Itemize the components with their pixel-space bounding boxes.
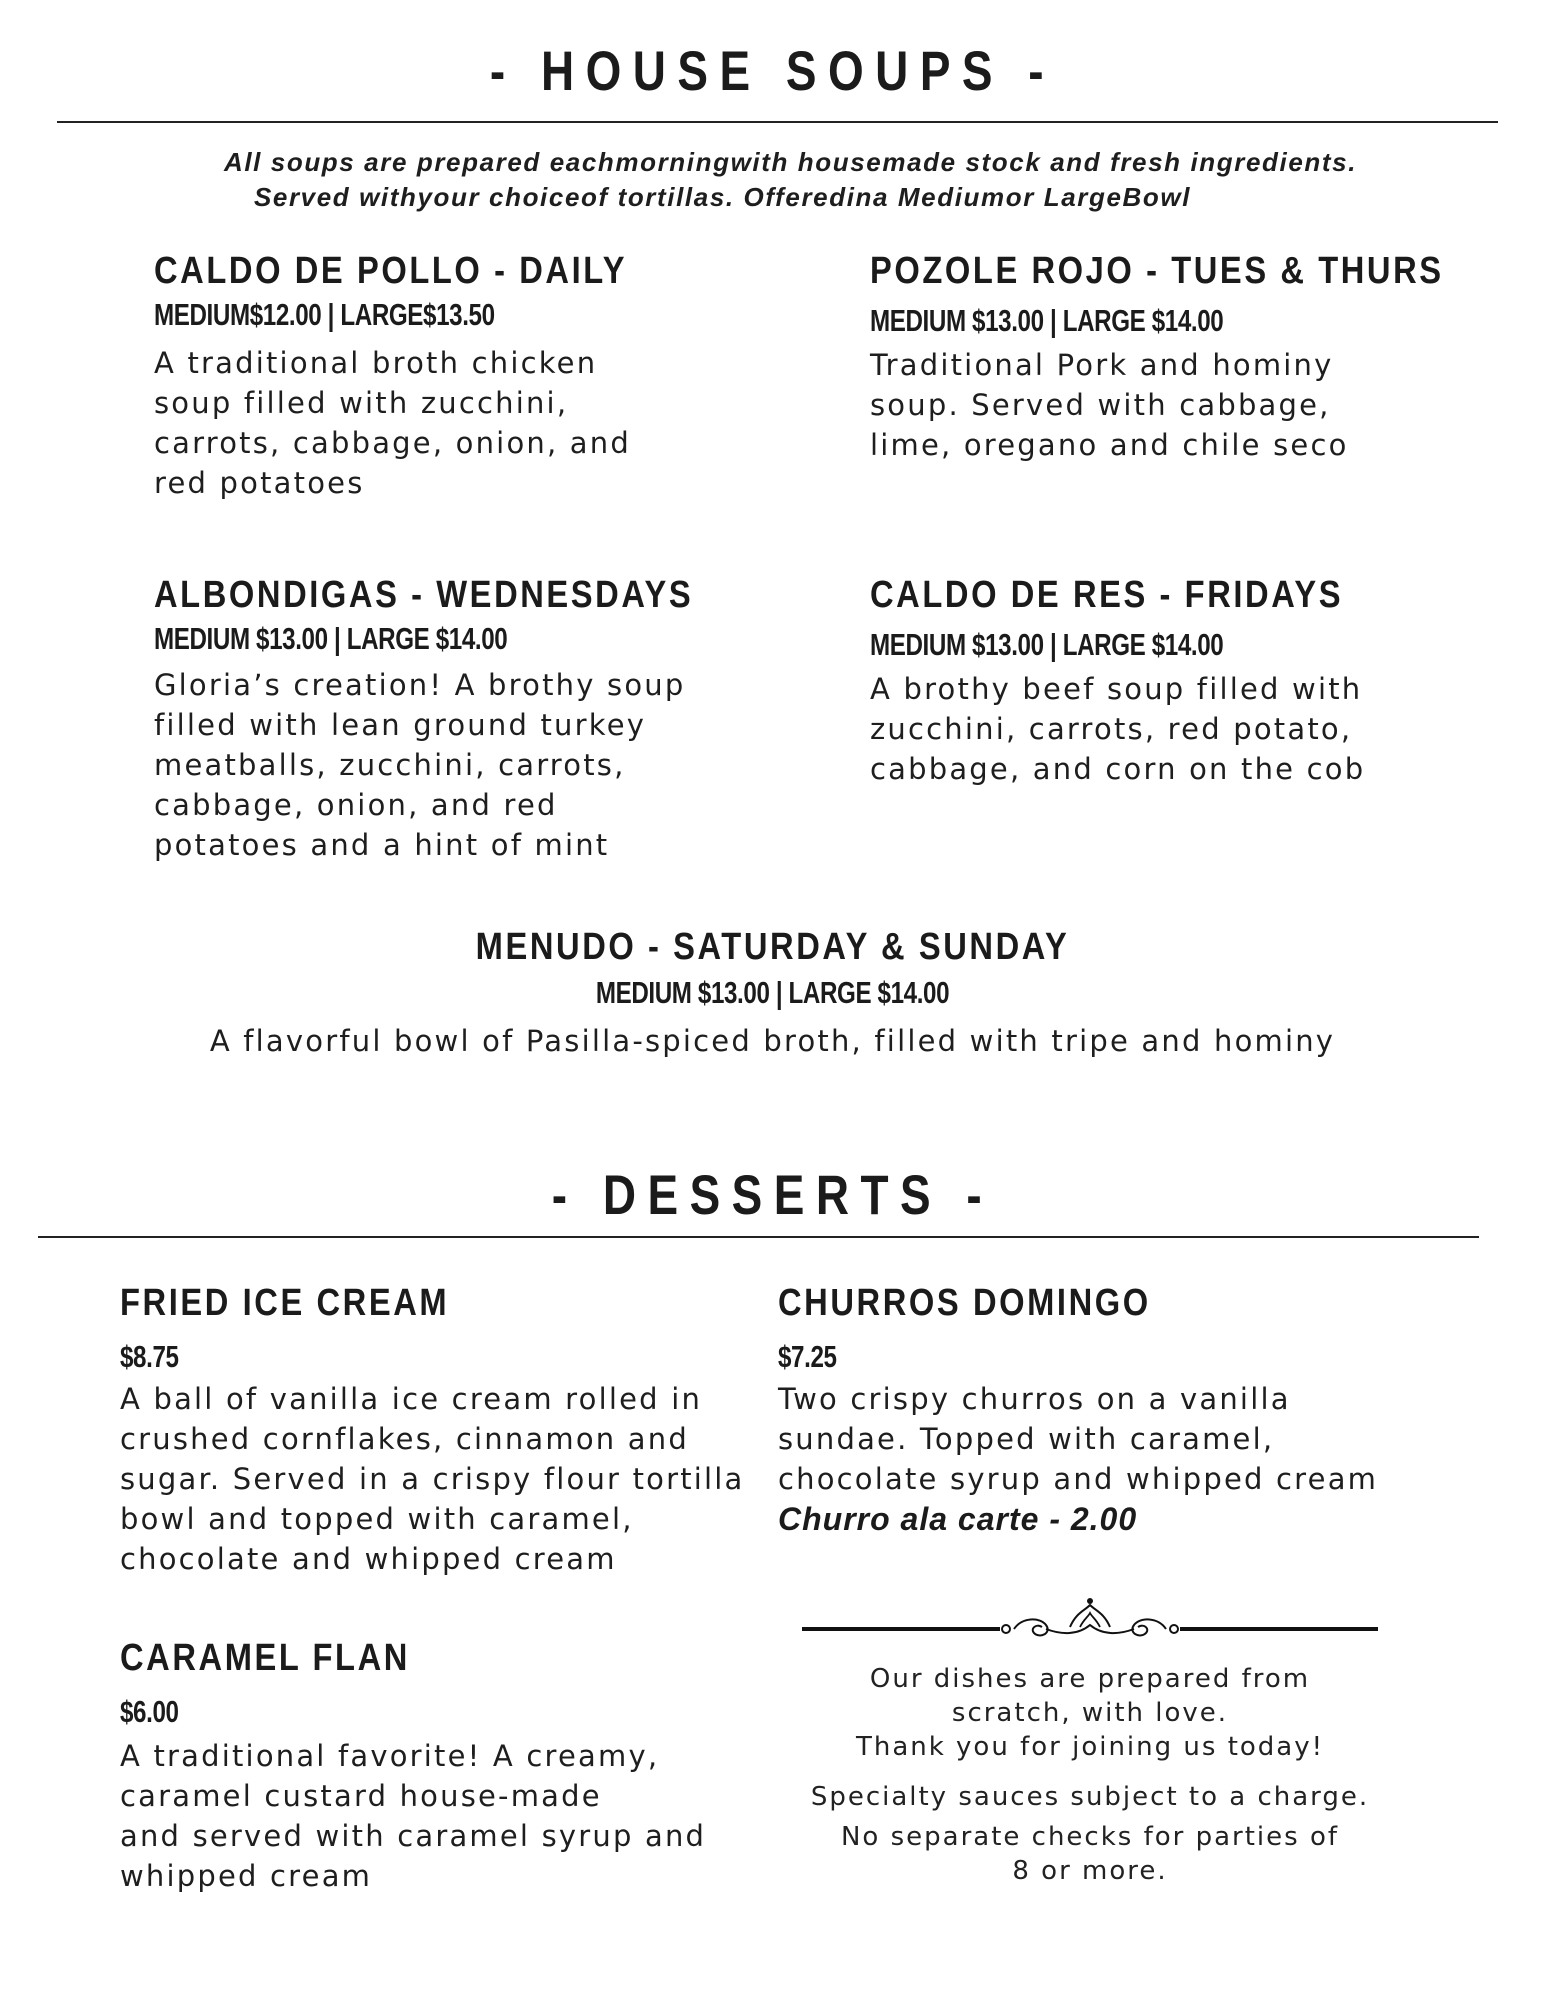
soup-item-price: MEDIUM $13.00 | LARGE $14.00 [595, 975, 950, 1010]
desc-line: A traditional broth chicken [154, 346, 598, 380]
soup-item-description [870, 345, 1490, 465]
soup-item-description [0, 1021, 1545, 1061]
footer-line: Specialty sauces subject to a charge. [810, 1782, 1370, 1812]
soup-item-albondigas [154, 574, 754, 865]
desc-line: lime, oregano and chile seco [870, 428, 1349, 462]
soups-intro-line2: Served withyour choiceof tortillas. Offeredina Mediumor LargeBowl [253, 182, 1192, 212]
desc-line: crushed cornflakes, cinnamon and [120, 1422, 689, 1456]
soup-item-menudo [0, 926, 1545, 1061]
desc-line: A traditional favorite! A creamy, [120, 1739, 660, 1773]
desc-line: meatballs, zucchini, carrots, [154, 748, 626, 782]
desc-line: A brothy beef soup filled with [870, 672, 1363, 706]
desserts-divider [38, 1236, 1479, 1238]
soup-item-description [154, 665, 754, 865]
desc-line: soup filled with zucchini, [154, 386, 569, 420]
desc-line: and served with caramel syrup and [120, 1819, 707, 1853]
dessert-item-caramel-flan [120, 1637, 760, 1896]
footer-line: Thank you for joining us today! [855, 1732, 1325, 1762]
soup-item-caldo-de-pollo [154, 250, 714, 503]
soup-item-pozole-rojo [870, 250, 1490, 465]
ornamental-divider-icon [800, 1595, 1380, 1655]
soups-intro-line1: All soups are prepared eachmorningwith housemade stock and fresh ingredients. [223, 147, 1358, 177]
footer-line: Our dishes are prepared from [869, 1664, 1311, 1694]
dessert-item-description [120, 1379, 760, 1579]
soup-item-price: MEDIUM $13.00 | LARGE $14.00 [870, 303, 1224, 338]
soup-item-price: MEDIUM $13.00 | LARGE $14.00 [870, 627, 1224, 662]
desc-line: filled with lean ground turkey [154, 708, 647, 742]
soup-item-name: CALDO DE POLLO - DAILY [154, 250, 628, 292]
dessert-item-price: $8.75 [120, 1339, 179, 1374]
soup-item-name: CALDO DE RES - FRIDAYS [870, 574, 1344, 616]
desserts-title: - DESSERTS - [551, 1163, 994, 1226]
house-soups-divider [57, 121, 1498, 123]
desc-line: potatoes and a hint of mint [154, 828, 610, 862]
soup-item-caldo-de-res [870, 574, 1510, 789]
desc-line: Two crispy churros on a vanilla [778, 1382, 1291, 1416]
dessert-item-price: $7.25 [778, 1339, 837, 1374]
churro-ala-carte-note: Churro ala carte - 2.00 [778, 1501, 1138, 1537]
desc-line: chocolate and whipped cream [120, 1542, 617, 1576]
dessert-item-name: FRIED ICE CREAM [120, 1282, 450, 1324]
house-soups-title: - HOUSE SOUPS - [489, 39, 1056, 102]
desc-line: whipped cream [120, 1859, 373, 1893]
desc-line: A flavorful bowl of Pasilla-spiced broth, filled with tripe and hominy [209, 1024, 1336, 1058]
footer-line: No separate checks for parties of [840, 1822, 1340, 1852]
desc-line: Gloria’s creation! A brothy soup [154, 668, 686, 702]
soup-item-price: MEDIUM $13.00 | LARGE $14.00 [154, 621, 508, 656]
dessert-item-fried-ice-cream [120, 1282, 760, 1579]
desc-line: soup. Served with cabbage, [870, 388, 1331, 422]
dessert-item-name: CHURROS DOMINGO [778, 1282, 1151, 1324]
footer-line: 8 or more. [1012, 1856, 1168, 1886]
desc-line: caramel custard house-made [120, 1779, 602, 1813]
footer-line: scratch, with love. [951, 1698, 1229, 1728]
desc-line: bowl and topped with caramel, [120, 1502, 634, 1536]
dessert-item-churros-domingo [778, 1282, 1498, 1538]
soup-item-name: MENUDO - SATURDAY & SUNDAY [475, 926, 1070, 968]
desc-line: red potatoes [154, 466, 365, 500]
dessert-item-description [778, 1379, 1498, 1499]
desc-line: sundae. Topped with caramel, [778, 1422, 1275, 1456]
soup-item-name: ALBONDIGAS - WEDNESDAYS [154, 574, 694, 616]
footer-notes [790, 1662, 1390, 1888]
soup-item-name: POZOLE ROJO - TUES & THURS [870, 250, 1444, 292]
soup-item-price: MEDIUM$12.00 | LARGE$13.50 [154, 297, 495, 332]
desc-line: sugar. Served in a crispy flour tortilla [120, 1462, 745, 1496]
dessert-item-description [120, 1736, 760, 1896]
soup-item-description [870, 669, 1510, 789]
desc-line: carrots, cabbage, onion, and [154, 426, 631, 460]
desc-line: Traditional Pork and hominy [870, 348, 1334, 382]
desc-line: chocolate syrup and whipped cream [778, 1462, 1379, 1496]
soup-item-description [154, 343, 714, 503]
desc-line: A ball of vanilla ice cream rolled in [120, 1382, 703, 1416]
dessert-item-name: CARAMEL FLAN [120, 1637, 410, 1679]
desc-line: cabbage, and corn on the cob [870, 752, 1366, 786]
desc-line: cabbage, onion, and red [154, 788, 558, 822]
dessert-item-price: $6.00 [120, 1694, 179, 1729]
desc-line: zucchini, carrots, red potato, [870, 712, 1353, 746]
